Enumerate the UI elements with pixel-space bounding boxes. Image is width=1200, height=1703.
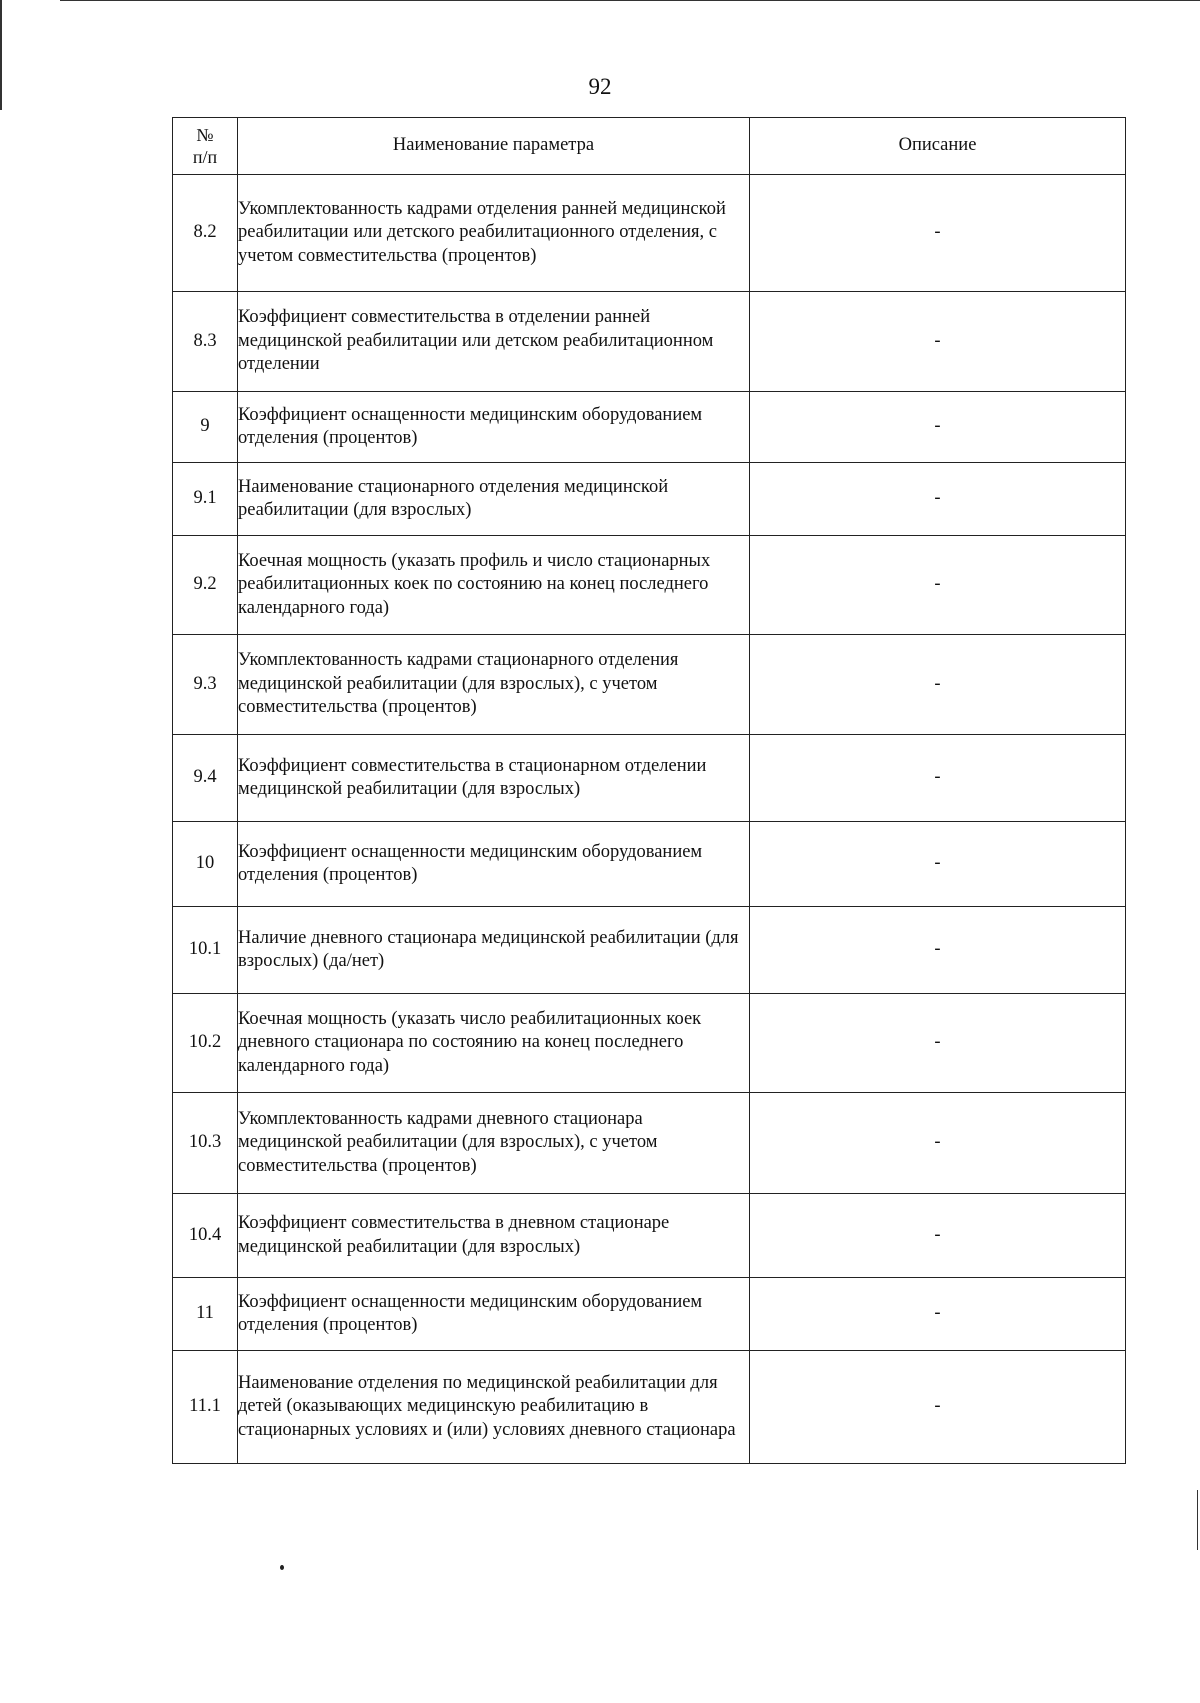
- row-number: 10: [173, 822, 238, 907]
- table-row: [173, 822, 1126, 907]
- row-description: -: [750, 1093, 1126, 1194]
- row-description: -: [750, 735, 1126, 822]
- row-name: Укомплектованность кадрами отделения ранней медицинской реабилитации или детского реабилитационного отделения, с учетом совместительства (процентов): [238, 175, 750, 292]
- row-description: -: [750, 1278, 1126, 1351]
- table-row: [173, 1093, 1126, 1194]
- row-name: Наличие дневного стационара медицинской реабилитации (для взрослых) (да/нет): [238, 907, 750, 994]
- row-number: 9: [173, 392, 238, 463]
- table-row: [173, 1351, 1126, 1464]
- row-description: -: [750, 635, 1126, 735]
- row-name: Коечная мощность (указать число реабилитационных коек дневного стационара по состоянию на конец последнего календарного года): [238, 994, 750, 1093]
- header-description: Описание: [750, 118, 1126, 175]
- row-number: 11.1: [173, 1351, 238, 1464]
- row-number: 9.4: [173, 735, 238, 822]
- row-name: Укомплектованность кадрами дневного стационара медицинской реабилитации (для взрослых), с учетом совместительства (процентов): [238, 1093, 750, 1194]
- row-name: Наименование отделения по медицинской реабилитации для детей (оказывающих медицинскую реабилитацию в стационарных условиях и (или) условиях дневного стационара: [238, 1351, 750, 1464]
- row-name: Коэффициент оснащенности медицинским оборудованием отделения (процентов): [238, 392, 750, 463]
- row-description: -: [750, 292, 1126, 392]
- row-number: 9.3: [173, 635, 238, 735]
- row-description: -: [750, 392, 1126, 463]
- row-description: -: [750, 463, 1126, 536]
- table-row: [173, 1278, 1126, 1351]
- row-name: Наименование стационарного отделения медицинской реабилитации (для взрослых): [238, 463, 750, 536]
- row-number: 9.1: [173, 463, 238, 536]
- table-row: [173, 994, 1126, 1093]
- scan-edge-top: [60, 0, 1200, 1]
- page-number: 92: [588, 74, 612, 99]
- row-number: 8.3: [173, 292, 238, 392]
- row-description: -: [750, 994, 1126, 1093]
- scan-edge-right: [1197, 1490, 1198, 1550]
- table-header-row: [173, 118, 1126, 175]
- table-row: [173, 463, 1126, 536]
- row-name: Коэффициент оснащенности медицинским оборудованием отделения (процентов): [238, 822, 750, 907]
- parameters-table: [172, 117, 1126, 1464]
- row-name: Коэффициент совместительства в дневном стационаре медицинской реабилитации (для взрослых): [238, 1194, 750, 1278]
- header-name: Наименование параметра: [238, 118, 750, 175]
- row-number: 10.4: [173, 1194, 238, 1278]
- row-number: 10.2: [173, 994, 238, 1093]
- row-name: Коэффициент оснащенности медицинским оборудованием отделения (процентов): [238, 1278, 750, 1351]
- row-description: -: [750, 175, 1126, 292]
- table-row: [173, 536, 1126, 635]
- row-description: -: [750, 822, 1126, 907]
- row-name: Коечная мощность (указать профиль и число стационарных реабилитационных коек по состоянию на конец последнего календарного года): [238, 536, 750, 635]
- row-name: Укомплектованность кадрами стационарного отделения медицинской реабилитации (для взрослых), с учетом совместительства (процентов): [238, 635, 750, 735]
- row-description: -: [750, 907, 1126, 994]
- row-number: 8.2: [173, 175, 238, 292]
- table-row: [173, 292, 1126, 392]
- table-row: [173, 392, 1126, 463]
- row-description: -: [750, 1351, 1126, 1464]
- row-number: 10.1: [173, 907, 238, 994]
- row-number: 11: [173, 1278, 238, 1351]
- row-name: Коэффициент совместительства в стационарном отделении медицинской реабилитации (для взрослых): [238, 735, 750, 822]
- scan-speck: [280, 1565, 284, 1570]
- table-row: [173, 735, 1126, 822]
- row-name: Коэффициент совместительства в отделении ранней медицинской реабилитации или детском реабилитационном отделении: [238, 292, 750, 392]
- row-number: 10.3: [173, 1093, 238, 1194]
- header-number-text: № п/п: [192, 125, 218, 167]
- table-row: [173, 175, 1126, 292]
- header-number: [173, 118, 238, 175]
- table-row: [173, 635, 1126, 735]
- row-description: -: [750, 536, 1126, 635]
- table-row: [173, 907, 1126, 994]
- row-number: 9.2: [173, 536, 238, 635]
- table-row: [173, 1194, 1126, 1278]
- row-description: -: [750, 1194, 1126, 1278]
